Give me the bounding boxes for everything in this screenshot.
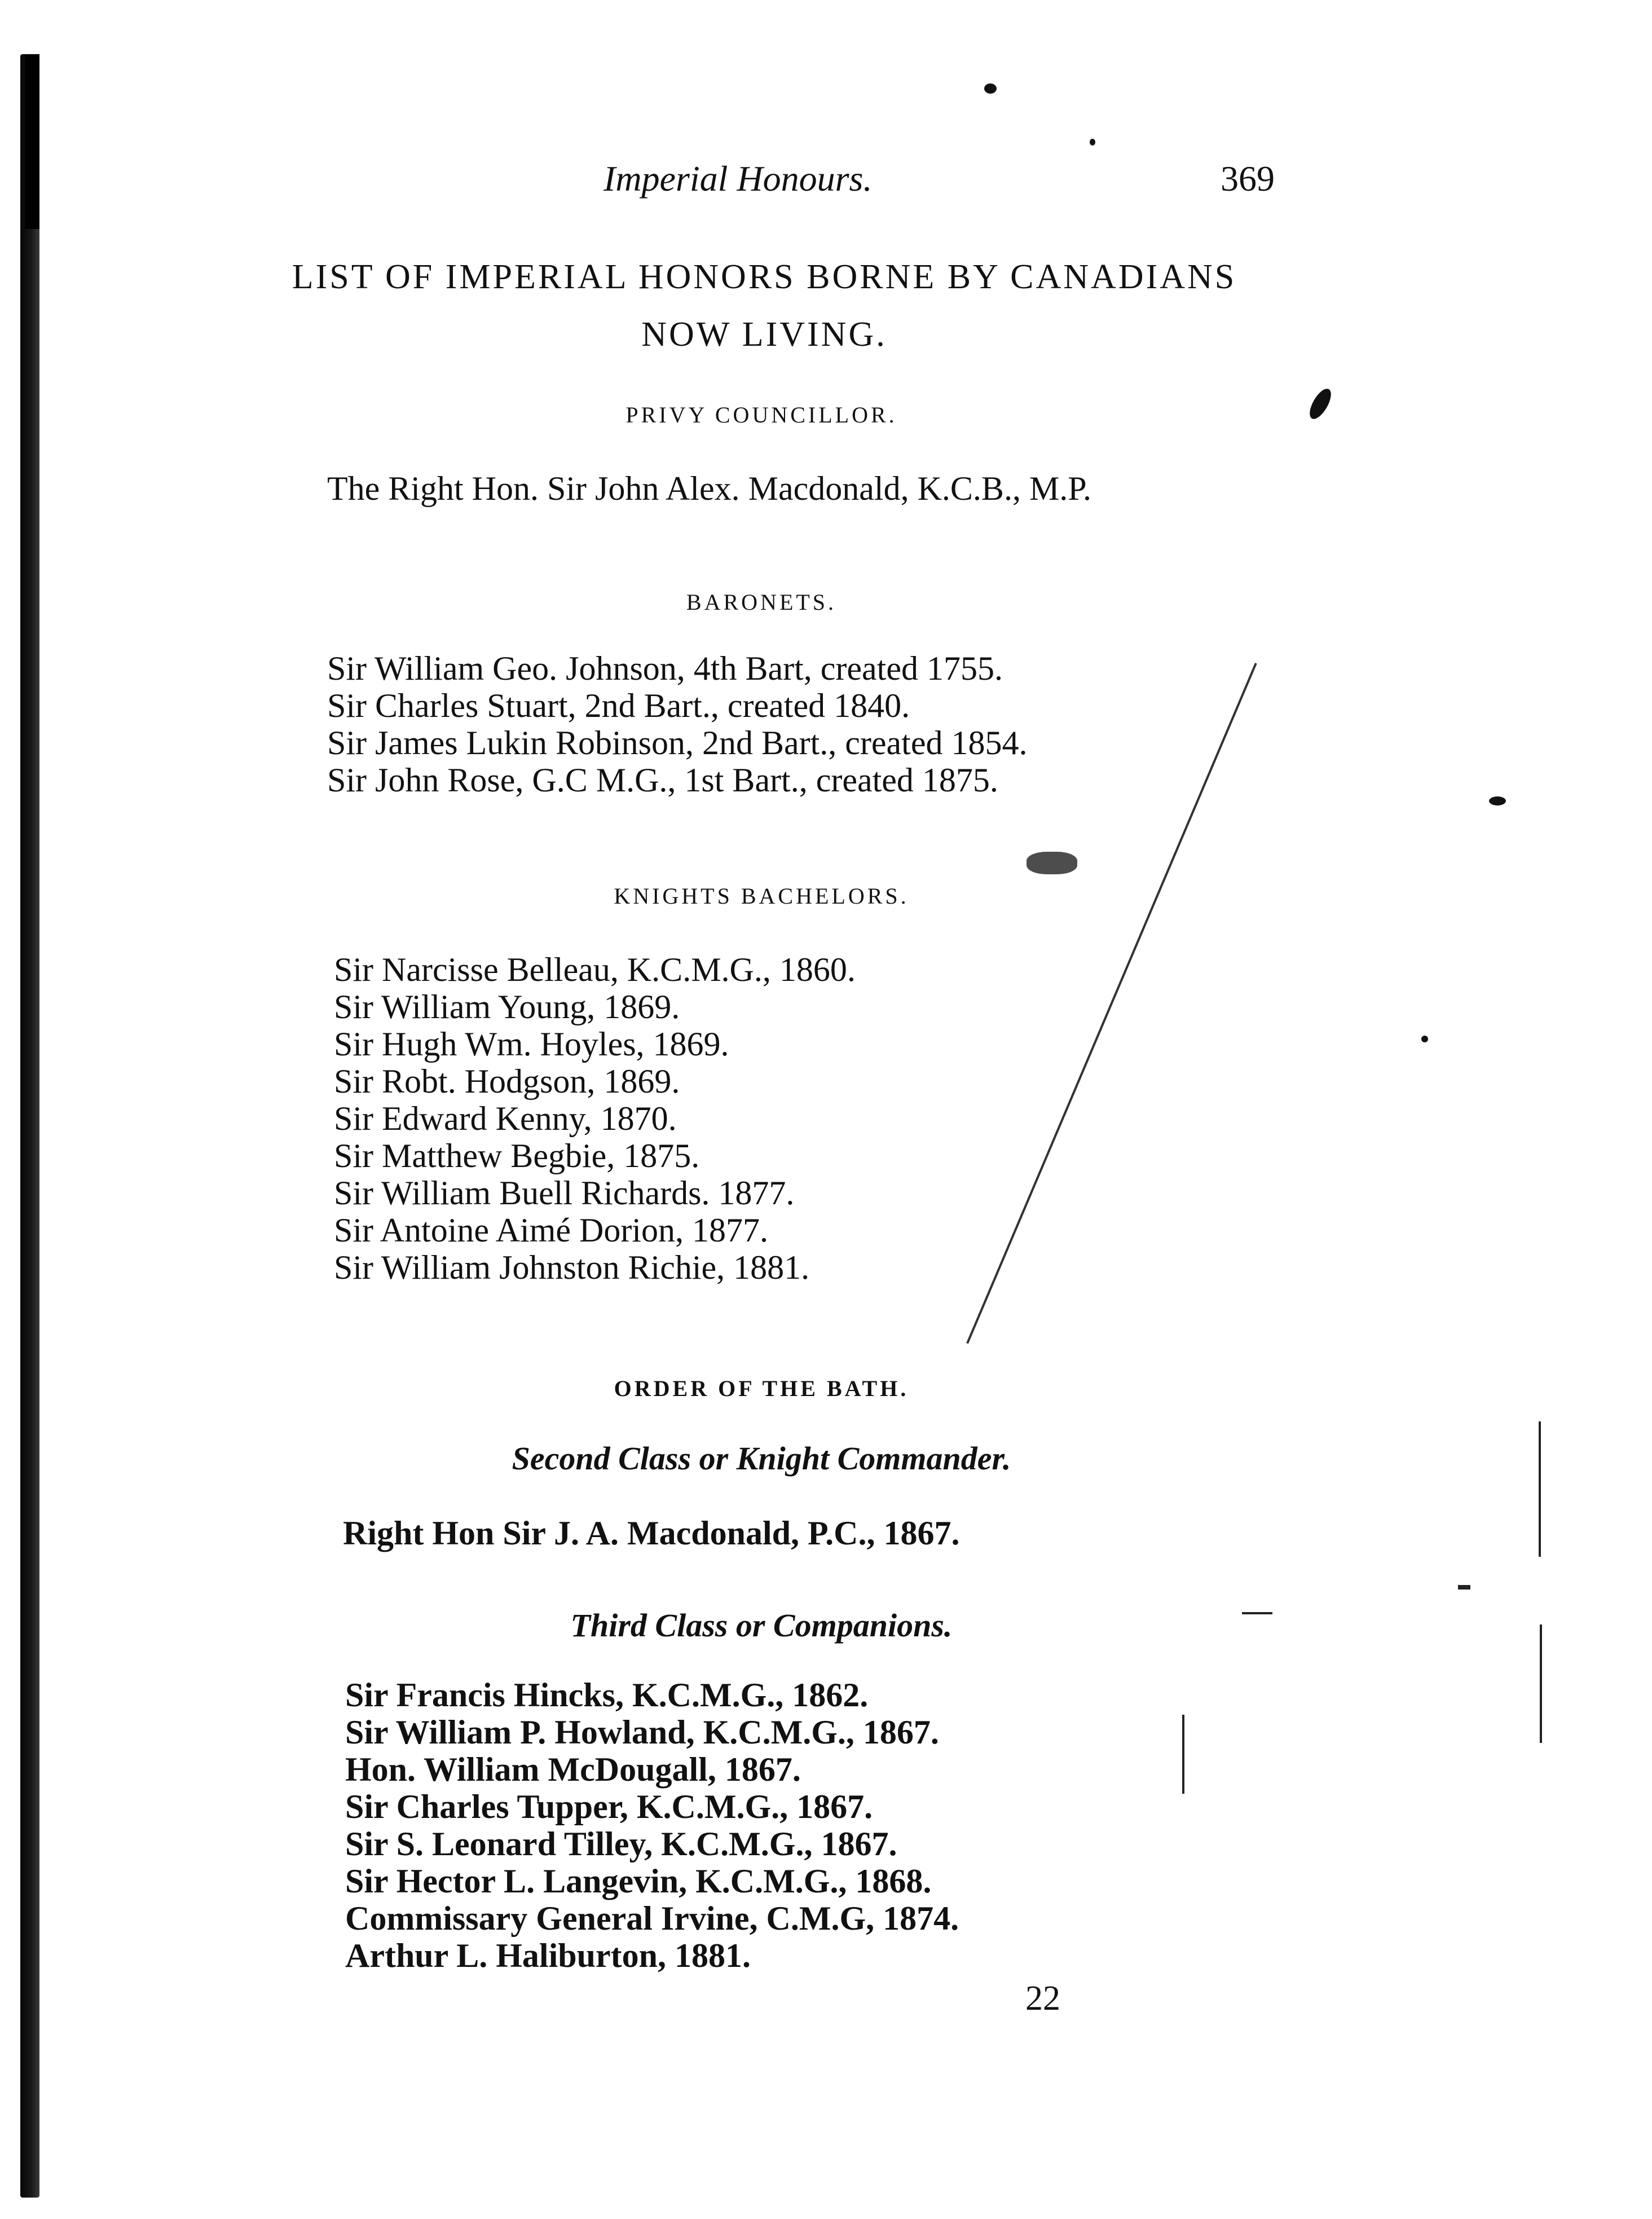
list-item: Sir Francis Hincks, K.C.M.G., 1862. <box>345 1676 869 1714</box>
ink-speck <box>984 83 997 94</box>
section-heading-knights-bachelors: KNIGHTS BACHELORS. <box>614 883 909 909</box>
list-item: Sir Narcisse Belleau, K.C.M.G., 1860. <box>334 951 856 988</box>
knights-bachelors-list <box>334 951 856 1286</box>
third-class-list <box>345 1676 959 1974</box>
list-item: Sir William Young, 1869. <box>334 988 680 1025</box>
list-item: Sir Antoine Aimé Dorion, 1877. <box>334 1212 768 1249</box>
subheading-third-class: Third Class or Companions. <box>570 1607 953 1644</box>
running-title: Imperial Honours. <box>603 158 873 199</box>
list-item: The Right Hon. Sir John Alex. Macdonald, K.C.B., M.P. <box>327 470 1092 507</box>
section-heading-order-of-the-bath: ORDER OF THE BATH. <box>614 1376 909 1401</box>
ink-speck <box>1489 796 1506 805</box>
scan-mark <box>1242 1612 1272 1614</box>
scan-mark <box>1540 1624 1542 1743</box>
list-item: Sir Matthew Begbie, 1875. <box>334 1137 700 1174</box>
second-class-list <box>343 1512 960 1555</box>
subheading-second-class: Second Class or Knight Commander. <box>512 1440 1011 1477</box>
list-item: Commissary General Irvine, C.M.G, 1874. <box>345 1900 959 1937</box>
scan-mark <box>1539 1421 1541 1557</box>
list-item: Sir Robt. Hodgson, 1869. <box>334 1063 680 1100</box>
baronets-list <box>327 650 1027 799</box>
page-title-line-2: NOW LIVING. <box>641 315 887 354</box>
list-item: Sir Charles Stuart, 2nd Bart., created 1840. <box>327 687 910 724</box>
page-binding-edge <box>20 54 39 2198</box>
ink-speck <box>1421 1036 1428 1042</box>
section-heading-privy-councillor: PRIVY COUNCILLOR. <box>625 402 897 428</box>
list-item: Arthur L. Haliburton, 1881. <box>345 1937 751 1974</box>
list-item: Hon. William McDougall, 1867. <box>345 1751 801 1788</box>
signature-mark: 22 <box>1025 1979 1060 2018</box>
list-item: Sir James Lukin Robinson, 2nd Bart., created 1854. <box>327 724 1028 761</box>
ink-speck <box>1090 139 1095 146</box>
list-item: Sir S. Leonard Tilley, K.C.M.G., 1867. <box>345 1825 897 1863</box>
scan-mark <box>1182 1715 1184 1794</box>
page-binding-edge-dark <box>25 54 39 229</box>
section-heading-baronets: BARONETS. <box>686 589 837 615</box>
ink-blot <box>1027 852 1077 874</box>
list-item: Sir Charles Tupper, K.C.M.G., 1867. <box>345 1788 873 1825</box>
scan-mark <box>1458 1585 1470 1590</box>
page-title <box>248 248 1280 363</box>
list-item: Sir William Johnston Richie, 1881. <box>334 1249 810 1286</box>
page-title-line-1: LIST OF IMPERIAL HONORS BORNE BY CANADIANS <box>292 258 1237 296</box>
list-item: Right Hon Sir J. A. Macdonald, P.C., 1867. <box>343 1514 960 1552</box>
ink-speck <box>1306 386 1336 422</box>
list-item: Sir John Rose, G.C M.G., 1st Bart., created 1875. <box>327 761 998 799</box>
list-item: Sir Edward Kenny, 1870. <box>334 1100 677 1137</box>
privy-councillor-list <box>327 465 1091 512</box>
page-number: 369 <box>1221 158 1275 199</box>
list-item: Sir Hector L. Langevin, K.C.M.G., 1868. <box>345 1863 932 1900</box>
list-item: Sir William Buell Richards. 1877. <box>334 1174 795 1212</box>
running-head <box>603 148 1275 210</box>
list-item: Sir William P. Howland, K.C.M.G., 1867. <box>345 1714 939 1751</box>
list-item: Sir William Geo. Johnson, 4th Bart, created 1755. <box>327 650 1003 687</box>
list-item: Sir Hugh Wm. Hoyles, 1869. <box>334 1025 729 1063</box>
